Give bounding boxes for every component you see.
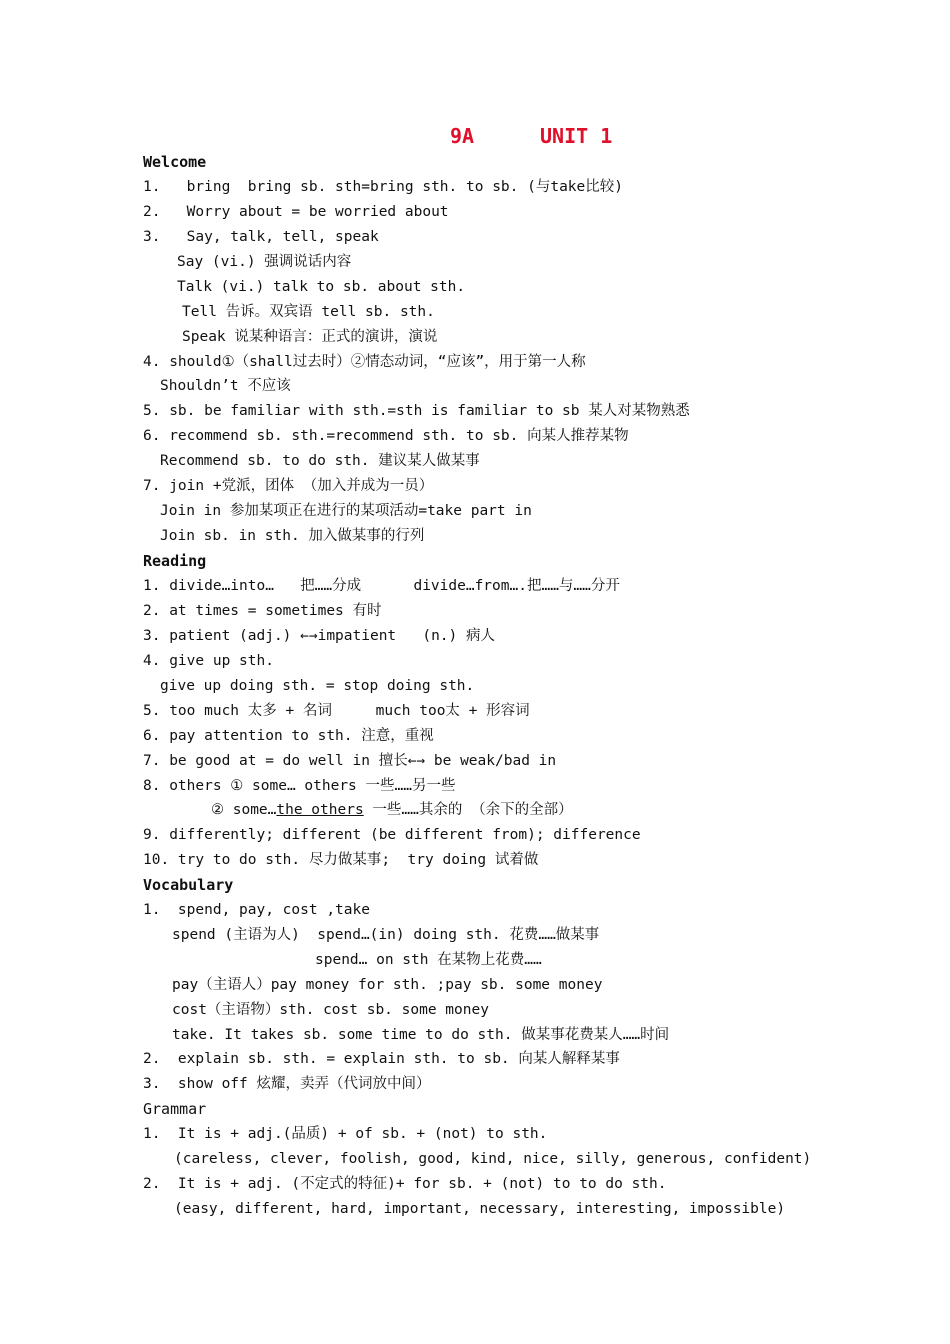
reading-line-2: 2. at times = sometimes 有时 bbox=[143, 603, 382, 619]
section-heading-vocabulary: Vocabulary bbox=[143, 876, 234, 894]
vocabulary-line-5: cost（主语物）sth. cost sb. some money bbox=[172, 1002, 489, 1018]
title-grade: 9A bbox=[450, 124, 475, 148]
reading-line-10 bbox=[211, 800, 573, 822]
vocabulary-line-3: spend… on sth 在某物上花费…… bbox=[315, 952, 542, 968]
welcome-line-15: Join sb. in sth. 加入做某事的行列 bbox=[160, 528, 425, 544]
grammar-line-2: (careless, clever, foolish, good, kind, nice, silly, generous, confident) bbox=[174, 1151, 812, 1167]
grammar-line-4: (easy, different, hard, important, necessary, interesting, impossible) bbox=[174, 1201, 786, 1217]
reading-line-7: 6. pay attention to sth. 注意，重视 bbox=[143, 728, 434, 744]
section-heading-grammar: Grammar bbox=[143, 1100, 207, 1118]
welcome-line-8: 4. should①（shall过去时）②情态动词，“应该”，用于第一人称 bbox=[143, 354, 586, 370]
welcome-line-7: Speak 说某种语言：正式的演讲，演说 bbox=[182, 329, 438, 345]
welcome-line-5: Talk (vi.) talk to sb. about sth. bbox=[177, 279, 466, 295]
section-heading-reading: Reading bbox=[143, 552, 207, 570]
welcome-line-14: Join in 参加某项正在进行的某项活动=take part in bbox=[160, 503, 532, 519]
vocabulary-line-1: 1. spend, pay, cost ,take bbox=[143, 902, 370, 918]
welcome-line-12: Recommend sb. to do sth. 建议某人做某事 bbox=[160, 453, 480, 469]
reading-line-5: give up doing sth. = stop doing sth. bbox=[160, 678, 475, 694]
welcome-line-10: 5. sb. be familiar with sth.=sth is familiar to sb 某人对某物熟悉 bbox=[143, 403, 690, 419]
reading-underlined-phrase: the others bbox=[276, 802, 364, 818]
welcome-line-4: Say (vi.) 强调说话内容 bbox=[177, 254, 352, 270]
reading-line-4: 4. give up sth. bbox=[143, 653, 274, 669]
welcome-line-9: Shouldn’t 不应该 bbox=[160, 378, 291, 394]
vocabulary-line-7: 2. explain sb. sth. = explain sth. to sb. 向某人解释某事 bbox=[143, 1051, 620, 1067]
vocabulary-line-2: spend (主语为人) spend…(in) doing sth. 花费……做某事 bbox=[172, 927, 600, 943]
vocabulary-line-8: 3. show off 炫耀，卖弄（代词放中间） bbox=[143, 1076, 431, 1092]
reading-line-9: 8. others ① some… others 一些……另一些 bbox=[143, 778, 456, 794]
vocabulary-line-6: take. It takes sb. some time to do sth. 做某事花费某人……时间 bbox=[172, 1027, 670, 1043]
reading-line-6: 5. too much 太多 + 名词 much too太 + 形容词 bbox=[143, 703, 530, 719]
page-title bbox=[0, 124, 950, 152]
reading-line-10-start: ② some… bbox=[211, 802, 277, 818]
welcome-line-1: 1. bring bring sb. sth=bring sth. to sb. (与take比较) bbox=[143, 179, 623, 195]
welcome-line-11: 6. recommend sb. sth.=recommend sth. to sb. 向某人推荐某物 bbox=[143, 428, 629, 444]
reading-line-3: 3. patient (adj.) ←→impatient (n.) 病人 bbox=[143, 628, 496, 644]
vocabulary-line-4: pay（主语人）pay money for sth. ;pay sb. some money bbox=[172, 977, 603, 993]
section-heading-welcome: Welcome bbox=[143, 153, 207, 171]
welcome-line-13: 7. join +党派，团体 （加入并成为一员） bbox=[143, 478, 434, 494]
reading-line-8: 7. be good at = do well in 擅长←→ be weak/bad in bbox=[143, 753, 557, 769]
grammar-line-3: 2. It is + adj. (不定式的特征)+ for sb. + (not) to to do sth. bbox=[143, 1176, 667, 1192]
title-unit: UNIT 1 bbox=[540, 124, 613, 148]
reading-line-1: 1. divide…into… 把……分成 divide…from….把……与……分开 bbox=[143, 578, 620, 594]
grammar-line-1: 1. It is + adj.(品质) + of sb. + (not) to sth. bbox=[143, 1126, 548, 1142]
reading-line-11: 9. differently; different (be different from); difference bbox=[143, 827, 641, 843]
welcome-line-3: 3. Say, talk, tell, speak bbox=[143, 229, 379, 245]
reading-line-12: 10. try to do sth. 尽力做某事; try doing 试着做 bbox=[143, 852, 539, 868]
reading-line-10-end: 一些……其余的 （余下的全部） bbox=[363, 802, 573, 818]
welcome-line-2: 2. Worry about = be worried about bbox=[143, 204, 449, 220]
welcome-line-6: Tell 告诉。双宾语 tell sb. sth. bbox=[182, 304, 435, 320]
